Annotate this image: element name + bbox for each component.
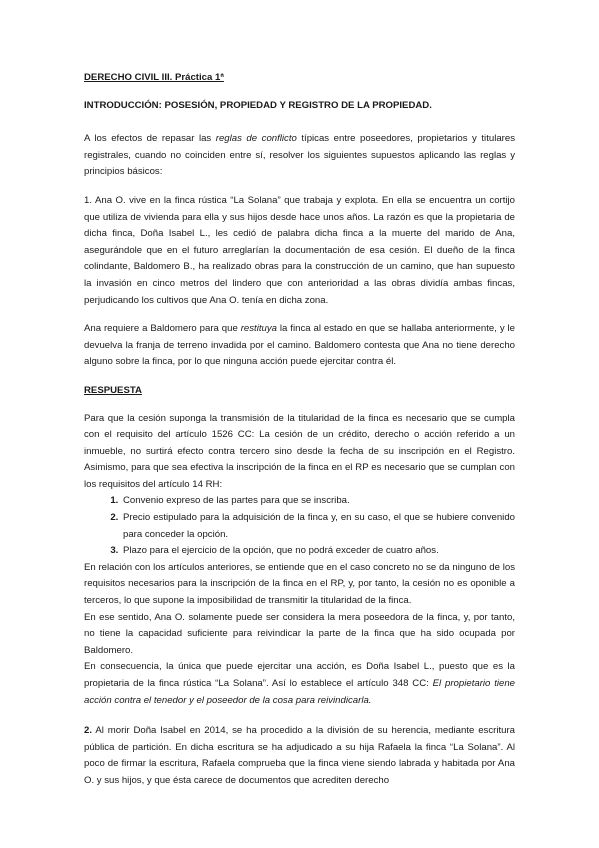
case1-request-after: la finca al estado en que se hallaba anteriormente, y le devuelva la franja de terreno invadida por el camino. Baldomero contesta que Ana no tiene derecho alguno sobre la finca, por lo que ninguna acción puede ejercitar contra él. [84, 323, 515, 368]
intro-text-after: típicas entre poseedores, propietarios y titulares registrales, cuando no coinciden entre sí, resolver los siguientes supuestos aplicando las reglas y principios básicos: [84, 133, 515, 178]
intro-paragraph [84, 131, 515, 181]
list-item: 3. Plazo para el ejercicio de la opción, que no podrá exceder de cuatro años. [121, 543, 515, 560]
answer-paragraph-2: En relación con los artículos anteriores, se entiende que en el caso concreto no se da ninguno de los requisitos necesarios para la inscripción de la finca en el RP, y, por tanto, la cesión no es oponible a terceros, lo que supone la imposibilidad de transmitir la titularidad de la finca. [84, 561, 515, 607]
document-title: DERECHO CIVIL III. Práctica 1ª [84, 72, 224, 83]
case1-request-paragraph [84, 321, 515, 371]
answer-heading: RESPUESTA [84, 384, 142, 396]
answer-paragraph-1: Para que la cesión suponga la transmisión de la titularidad de la finca es necesario que se cumpla con el requisito del artículo 1526 CC: La cesión de un crédito, derecho o acción referido a un inmueble, no surtirá efecto contra tercero sino desde la fecha de su inscripción en el Registro. Asimismo, para que sea efectiva la inscripción de la finca en el RP es necesario que se cumplan con los requisitos del artículo 14 RH: [84, 412, 515, 490]
requirements-list [84, 493, 515, 559]
intro-text-italic: reglas de conflicto [215, 133, 297, 145]
case1-request-before: Ana requiere a Baldomero para que [84, 323, 241, 335]
answer-paragraph-3: En ese sentido, Ana O. solamente puede ser considera la mera poseedora de la finca, y, por tanto, no tiene la capacidad suficiente para reivindicar la parte de la finca que ha sido ocupada por Baldomero. [84, 611, 515, 656]
answer-paragraph-4 [84, 659, 515, 709]
case1-paragraph: 1. Ana O. vive en la finca rústica “La Solana” que trabaja y explota. En ella se encuentra un cortijo que utiliza de vivienda para ella y sus hijos desde hace unos años. La razón es que la propietaria de dicha finca, Doña Isabel L., les cedió de palabra dicha finca a la muerte del marido de Ana, asegurándole que en el futuro arreglarían la documentación de esa cesión. El dueño de la finca colindante, Baldomero B., ha realizado obras para la construcción de un camino, que han supuesto la invasión en cinco metros del lindero que con anterioridad a las obras dividía ambas fincas, perjudicando los cultivos que Ana O. tenía en dicha zona. [84, 194, 515, 306]
answer-paragraph-4-before: En consecuencia, la única que puede ejercitar una acción, es Doña Isabel L., puesto que es la propietaria de la finca rústica “La Solana”. Así lo establece el artículo 348 CC: [84, 661, 515, 689]
intro-text-before: A los efectos de repasar las [84, 133, 216, 145]
case2-text: Al morir Doña Isabel en 2014, se ha procedido a la división de su herencia, mediante escritura pública de partición. En dicha escritura se ha adjudicado a su hija Rafaela la finca “La Solana”. Al poco de firmar la escritura, Rafaela comprueba que la finca viene siendo labrada y habitada por Ana O. y sus hijos, y que ésta carece de documentos que acrediten derecho [84, 725, 515, 786]
case1-request-italic: restituya [240, 323, 277, 335]
case2-paragraph [84, 723, 515, 789]
list-item: 1. Convenio expreso de las partes para que se inscriba. [121, 493, 515, 510]
case2-number: 2. [84, 725, 93, 737]
list-item: 2. Precio estipulado para la adquisición de la finca y, en su caso, el que se hubiere convenido para conceder la opción. [121, 510, 515, 543]
answer-paragraph-4-italic: El propietario tiene acción contra el tenedor y el poseedor de la cosa para reivindicarla. [84, 678, 515, 706]
document-subtitle: INTRODUCCIÓN: POSESIÓN, PROPIEDAD Y REGISTRO DE LA PROPIEDAD. [84, 99, 432, 111]
